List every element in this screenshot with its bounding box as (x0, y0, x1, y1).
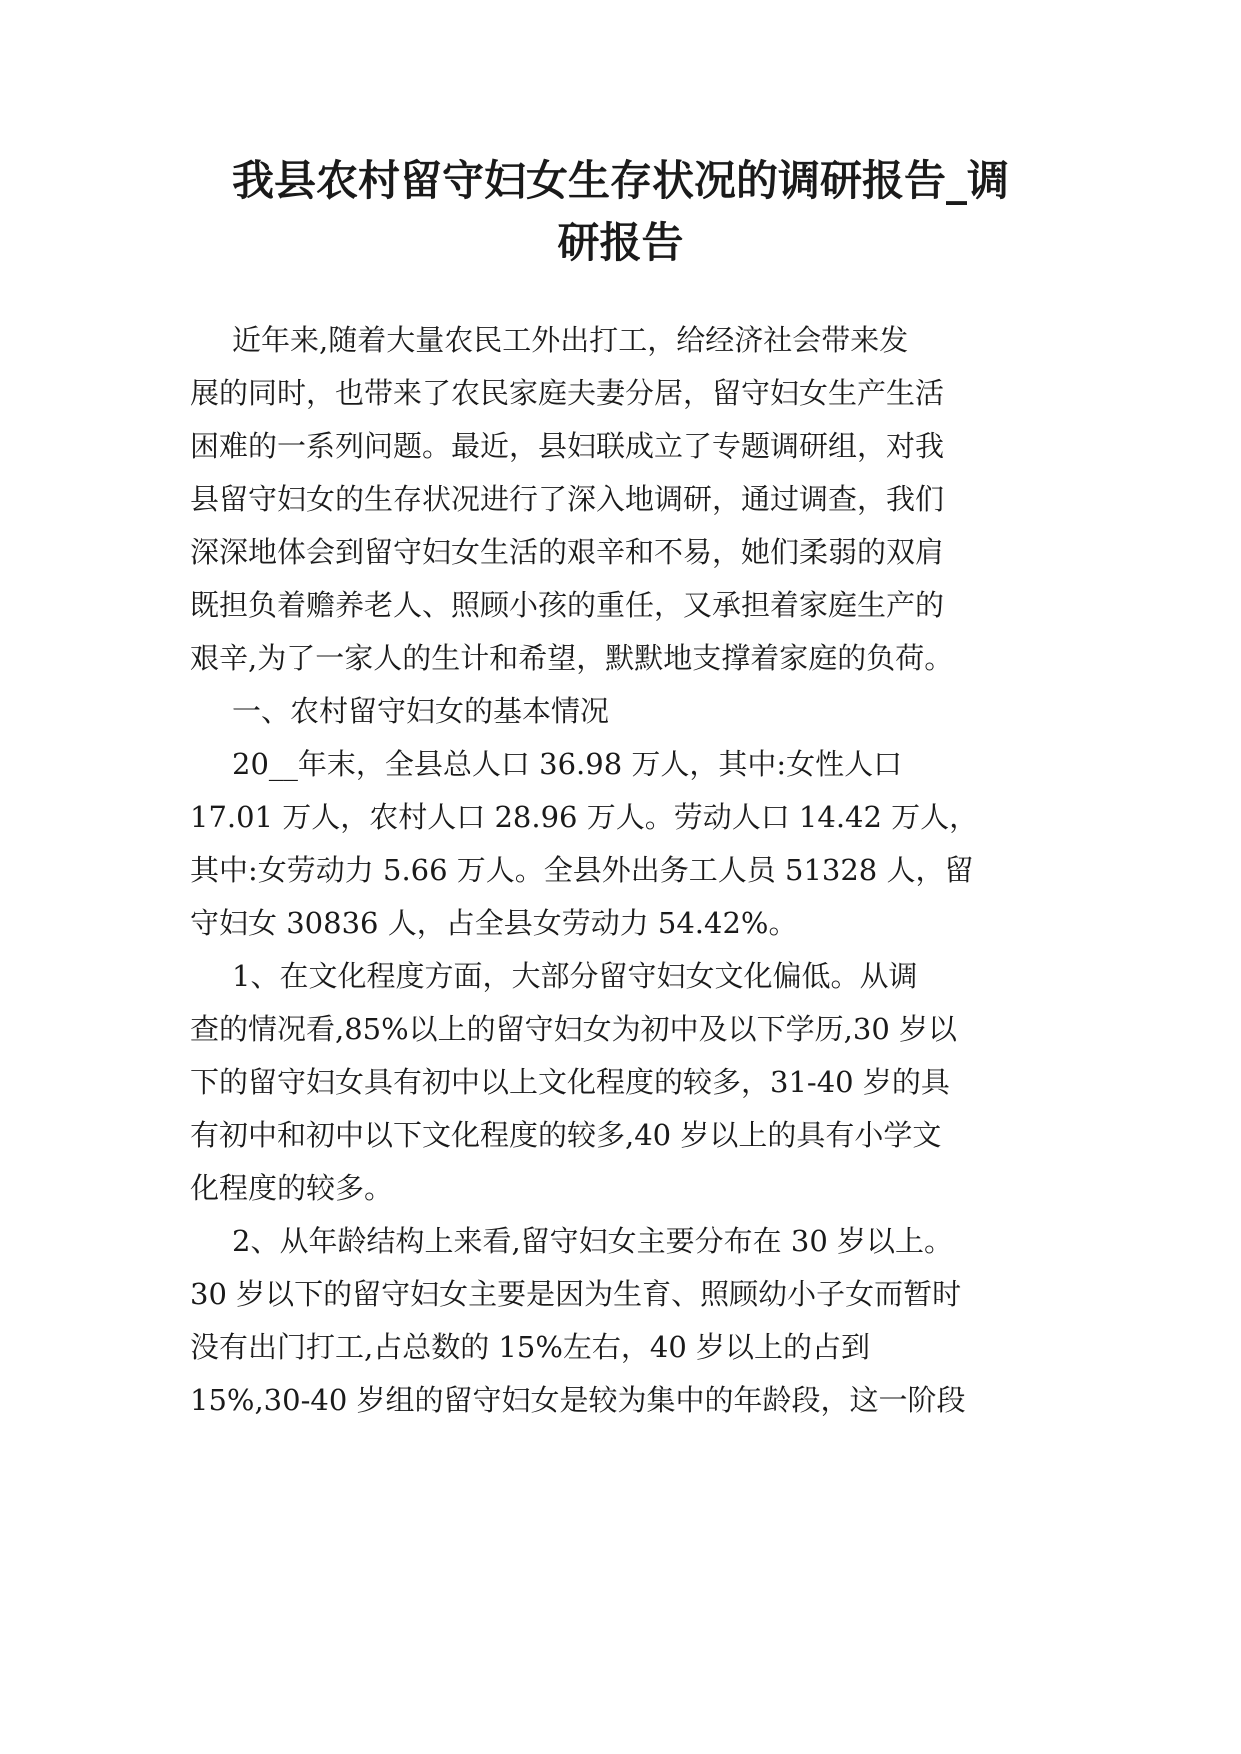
body-line: 没有出门打工,占总数的 15%左右，40 岁以上的占到 (190, 1330, 871, 1364)
body-line: 县留守妇女的生存状况进行了深入地调研，通过调查，我们 (190, 482, 945, 516)
body-line: 困难的一系列问题。最近，县妇联成立了专题调研组，对我 (190, 429, 945, 463)
body-line: 17.01 万人，农村人口 28.96 万人。劳动人口 14.42 万人， (190, 800, 979, 834)
body-line: 展的同时，也带来了农民家庭夫妻分居，留守妇女生产生活 (190, 376, 945, 410)
body-line: 化程度的较多。 (190, 1171, 394, 1205)
body-line: 1、在文化程度方面，大部分留守妇女文化偏低。从调 (232, 959, 918, 993)
body-line: 30 岁以下的留守妇女主要是因为生育、照顾幼小子女而暂时 (190, 1277, 962, 1311)
body-line: 15%,30-40 岁组的留守妇女是较为集中的年龄段，这一阶段 (190, 1383, 966, 1417)
body-line: 查的情况看,85%以上的留守妇女为初中及以下学历,30 岁以 (190, 1012, 958, 1046)
document-title (150, 150, 1091, 274)
body-line: 2、从年龄结构上来看,留守妇女主要分布在 30 岁以上。 (232, 1224, 954, 1258)
body-line: 既担负着赡养老人、照顾小孩的重任，又承担着家庭生产的 (190, 588, 945, 622)
body-line: 近年来,随着大量农民工外出打工，给经济社会带来发 (232, 323, 909, 357)
body-line: 艰辛,为了一家人的生计和希望，默默地支撑着家庭的负荷。 (190, 641, 954, 675)
body-line: 有初中和初中以下文化程度的较多,40 岁以上的具有小学文 (190, 1118, 942, 1152)
body-line: 守妇女 30836 人，占全县女劳动力 54.42%。 (190, 906, 798, 940)
title-line-2: 研报告 (557, 218, 684, 267)
title-line-1: 我县农村留守妇女生存状况的调研报告_调 (231, 156, 1009, 205)
body-line: 其中:女劳动力 5.66 万人。全县外出务工人员 51328 人，留 (190, 853, 974, 887)
body-line: 下的留守妇女具有初中以上文化程度的较多，31-40 岁的具 (190, 1065, 950, 1099)
section-heading: 一、农村留守妇女的基本情况 (232, 694, 610, 728)
body-line: 20__年末，全县总人口 36.98 万人，其中:女性人口 (232, 747, 903, 781)
body-line: 深深地体会到留守妇女生活的艰辛和不易，她们柔弱的双肩 (190, 535, 945, 569)
